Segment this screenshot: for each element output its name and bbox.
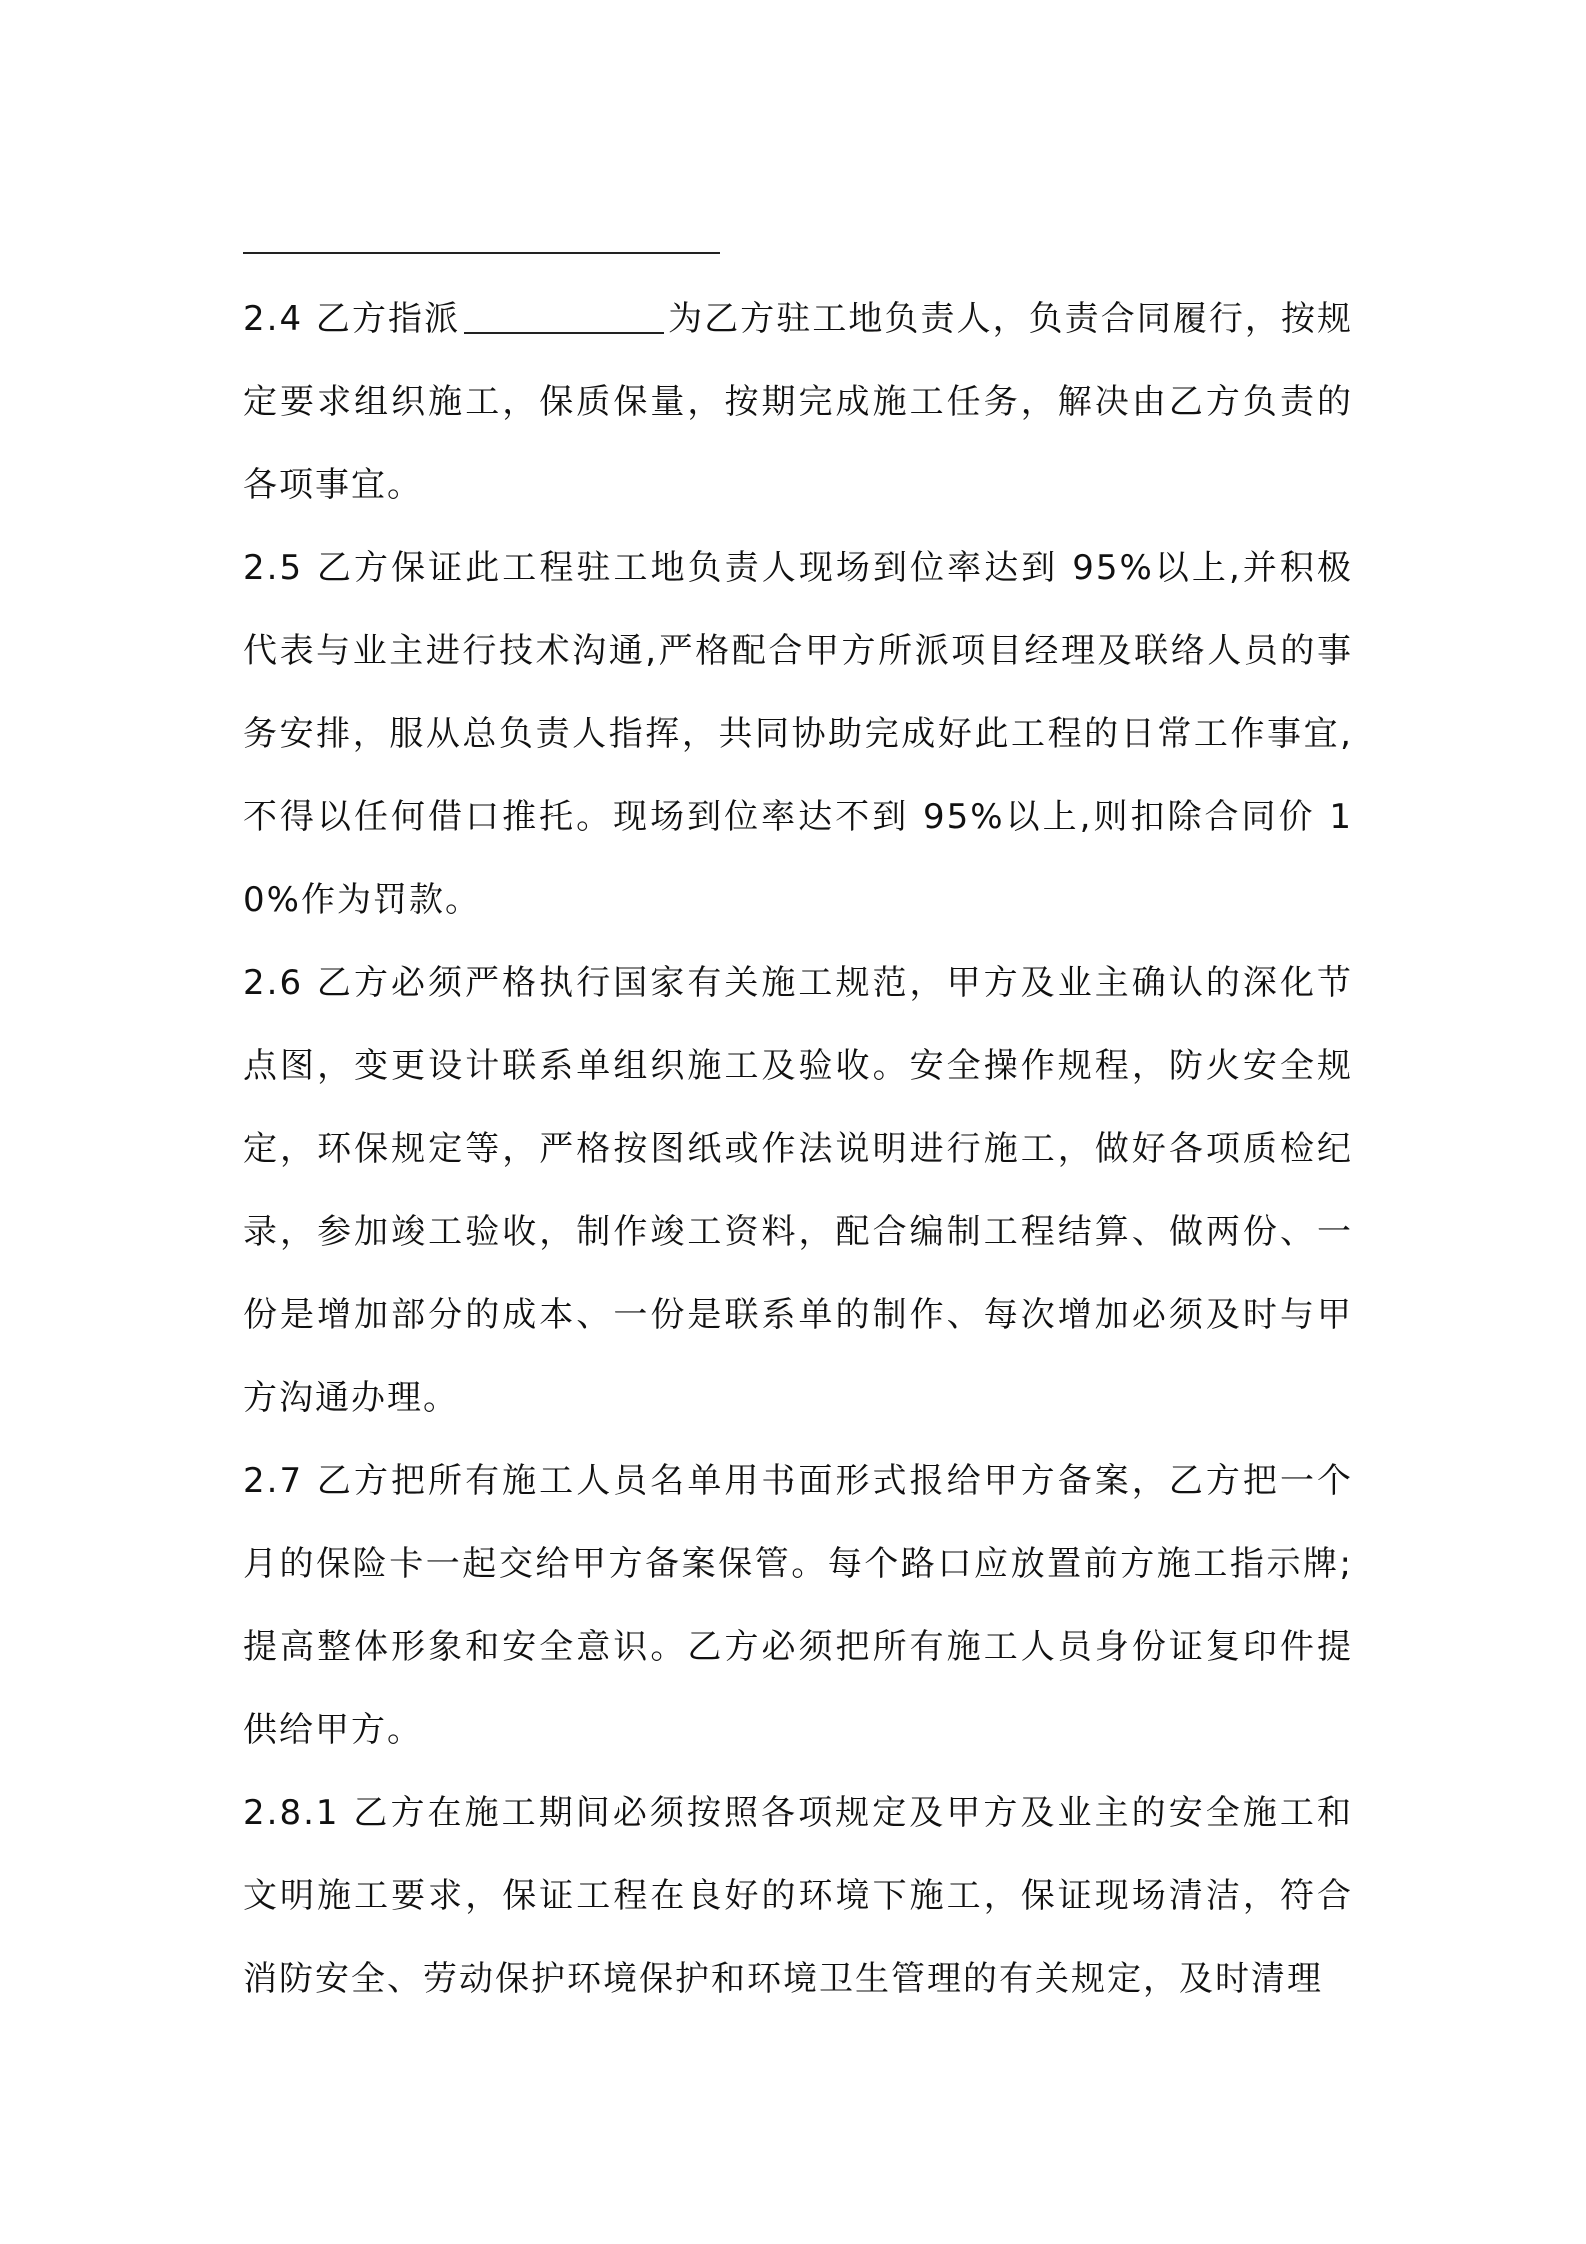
clause-2-4-rest: 为乙方驻工地负责人，负责合同履行，按规定要求组织施工，保质保量，按期完成施工任务，解决由乙方负责的各项事宜。 xyxy=(243,299,1354,505)
clause-2-4 xyxy=(243,278,1353,527)
clause-2-6: 2.6 乙方必须严格执行国家有关施工规范，甲方及业主确认的深化节点图，变更设计联系单组织施工及验收。安全操作规程，防火安全规定，环保规定等，严格按图纸或作法说明进行施工，做好各项质检纪录，参加竣工验收，制作竣工资料，配合编制工程结算、做两份、一份是增加部分的成本、一份是联系单的制作、每次增加必须及时与甲方沟通办理。 xyxy=(243,963,1353,1418)
clause-2-5: 2.5 乙方保证此工程驻工地负责人现场到位率达到 95%以上,并积极代表与业主进行技术沟通,严格配合甲方所派项目经理及联络人员的事务安排，服从总负责人指挥，共同协助完成好此工程的日常工作事宜,不得以任何借口推托。现场到位率达不到 95%以上,则扣除合同价 10%作为罚款。 xyxy=(243,548,1353,920)
clause-2-8-1: 2.8.1 乙方在施工期间必须按照各项规定及甲方及业主的安全施工和文明施工要求，保证工程在良好的环境下施工，保证现场清洁，符合消防安全、劳动保护环境保护和环境卫生管理的有关规定，及时清理 xyxy=(243,1793,1353,1999)
document-body xyxy=(243,278,1353,2021)
clause-2-7: 2.7 乙方把所有施工人员名单用书面形式报给甲方备案，乙方把一个月的保险卡一起交给甲方备案保管。每个路口应放置前方施工指示牌;提高整体形象和安全意识。乙方必须把所有施工人员身份证复印件提供给甲方。 xyxy=(243,1461,1353,1750)
fill-in-blank-line xyxy=(243,252,720,254)
name-blank xyxy=(464,298,664,334)
clause-2-4-lead: 2.4 乙方指派 xyxy=(243,299,461,339)
